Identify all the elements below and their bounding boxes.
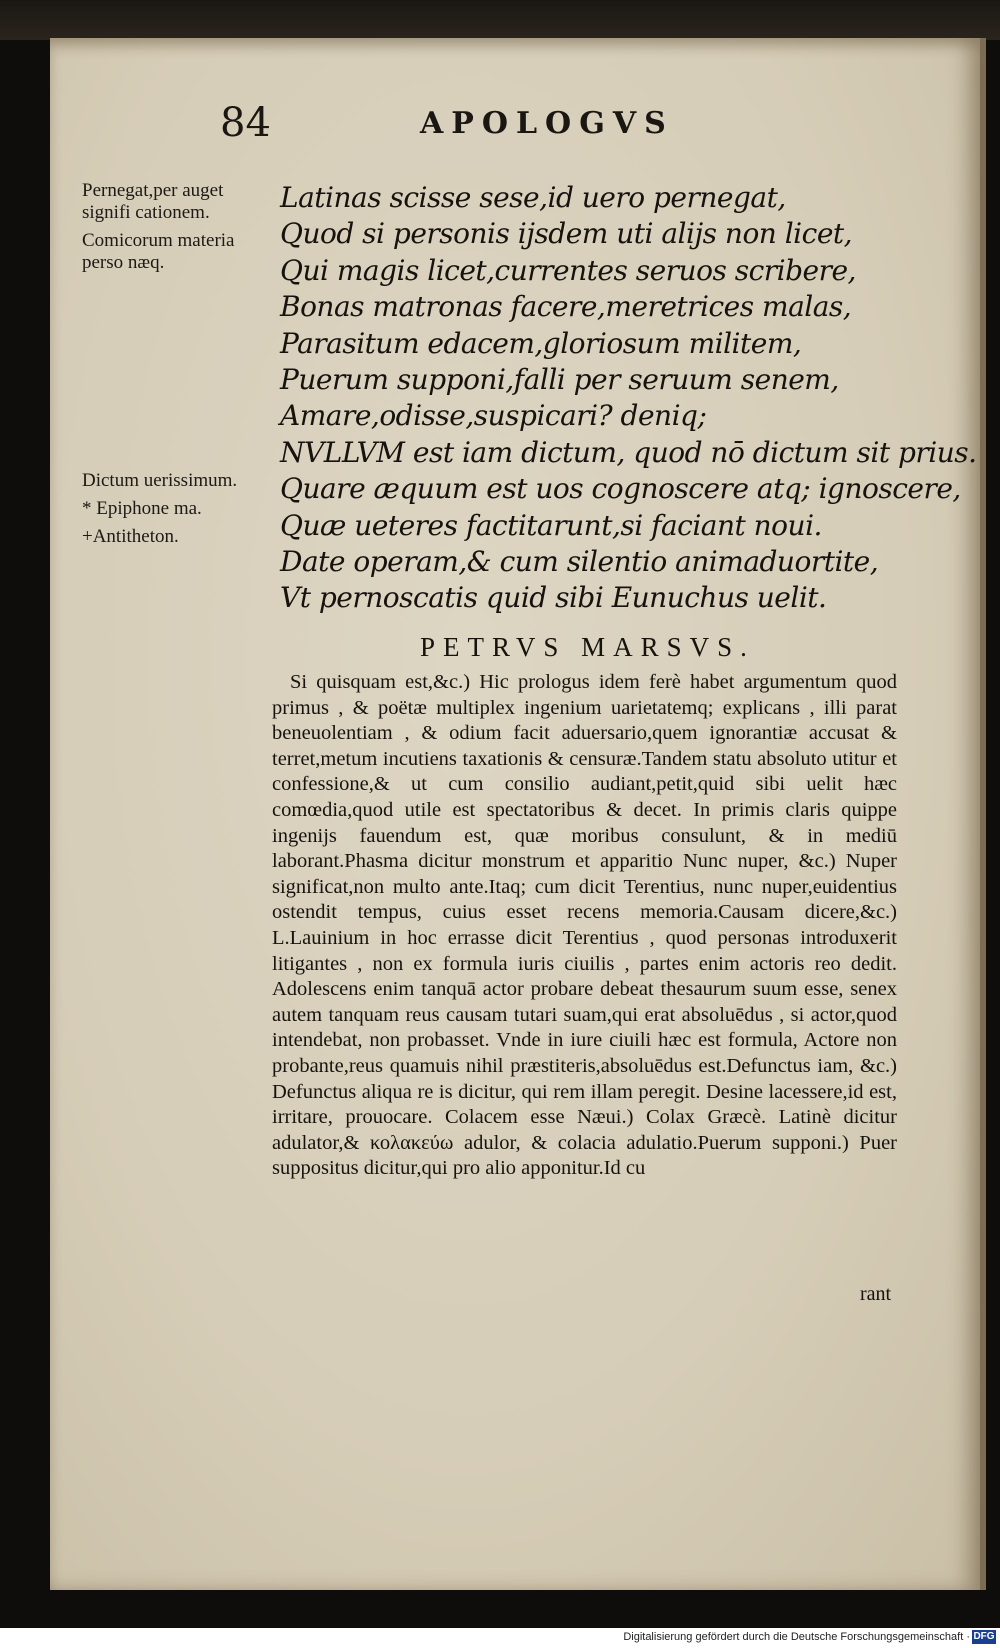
verse-line: Date operam,& cum silentio animaduortite, [280,545,879,579]
commentator-heading: PETRVS MARSVS. [420,632,755,662]
verse-line: Amare,odisse,suspicari? deniq; [280,399,707,433]
margin-note: +Antitheton. [82,526,179,547]
verse-line: NVLLVM est iam dictum, quod nō dictum sit prius. [280,435,977,469]
commentary-paragraph: Si quisquam est,&c.) Hic prologus idem ferè habet argumentum quod primus , & poëtæ multiplex ingenium uarietatemq; explicans , illi parat beneuolentiam , & odium facit aduersario,quem ignorantiæ accusat & terret,metum incutiens taxationis & censuræ.Tandem statu absoluto utitur et confessione,& ut cum consilio audiant,petit,quid sibi uelit hæc comœdia,quod utile est spectatoribus & decet. In primis claris quippe ingenijs fauendum est, quæ moribus consulunt, & in mediū laborant.Phasma dicitur monstrum et apparitio Nunc nuper, &c.) Nuper significat,non multo ante.Itaq; cum dicit Terentius, nunc nuper,euidentius ostendit tempus, cuius esset recens memoria.Causam dicere,&c.) L.Lauinium in hoc errasse dicit Terentius , quod personas introduxerit litigantes , non ex formula iuris ciuilis , partes enim actoris reo dedit. Adolescens enim tanquā actor probare debeat thesaurum suum esse, senex autem tanquam reus causam tutari suam,qui erat absoluēdus , si actor,quod intendebat, non probasset. Vnde in iure ciuili hæc est formula, Actore non probante,reus quamuis nihil præstiteris,absoluēdus est.Defunctus iam, &c.) Defunctus aliqua re is dicitur, qui rem illam peregit. Desine lacessere,id est, irritare, prouocare. Colacem esse Næui.) Colax Græcè. Latinè dicitur adulator,& κολακεύω adulor, & colacia adulatio.Puerum supponi.) Puer suppositus dicitur,qui pro alio apponitur.Id cu [272,671,897,1180]
running-head [220,100,740,150]
commentary-text [272,670,897,1182]
page-number: 84 [220,100,271,146]
margin-note: Dictum uerissimum. [82,470,238,491]
verse-line: Bonas matronas facere,meretrices malas, [280,290,852,324]
margin-notes [82,180,272,547]
verse-line: Quod si personis ijsdem uti alijs non licet, [280,217,853,251]
catchword: rant [860,1283,892,1305]
book-edge [0,0,1000,40]
margin-note-group [82,470,237,554]
verse-line: Quæ ueteres factitarunt,si faciant noui. [280,508,822,542]
verse-line: Quare æquum est uos cognoscere atq; ignoscere, [280,472,961,506]
verse-line: Qui magis licet,currentes seruos scribere, [280,253,856,287]
digitization-credit: Digitalisierung gefördert durch die Deutsche Forschungsgemeinschaft · [623,1631,970,1643]
verse-line: Vt pernoscatis quid sibi Eunuchus uelit. [280,581,827,615]
dfg-logo: DFG [973,1631,995,1642]
verse-block [280,180,977,617]
margin-note: Comicorum materia perso næq. [82,230,235,273]
verse-line: Parasitum edacem,gloriosum militem, [280,326,802,360]
margin-note: * Epiphone ma. [82,498,202,519]
margin-note: Pernegat,per auget signifi cationem. [82,180,224,223]
verse-line: Puerum supponi,falli per seruum senem, [280,363,839,397]
running-title: APOLOGVS [420,106,674,141]
verse-line: Latinas scisse sese,id uero pernegat, [280,181,786,214]
